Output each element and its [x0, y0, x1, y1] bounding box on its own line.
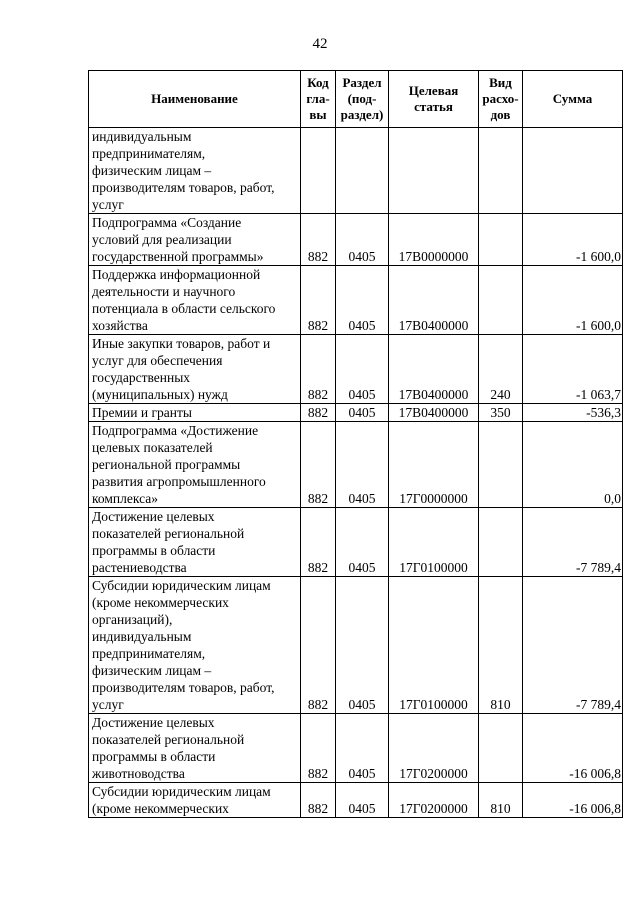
cell-name: индивидуальным предпринимателям, физическим лицам – производителям товаров, работ, услуг [89, 128, 301, 214]
cell-name: Подпрограмма «Достижение целевых показателей региональной программы развития агропромышленного комплекса» [89, 422, 301, 508]
cell-name: Премии и гранты [89, 404, 301, 422]
cell-sum: -16 006,8 [523, 714, 623, 783]
cell-expense-type [479, 214, 523, 266]
cell-chapter-code: 882 [301, 714, 336, 783]
cell-expense-type [479, 508, 523, 577]
cell-target-item: 17Г0200000 [389, 783, 479, 818]
table-row [89, 577, 623, 714]
cell-sum: -1 063,7 [523, 335, 623, 404]
table-header-row [89, 71, 623, 128]
header-sum: Сумма [523, 71, 623, 128]
cell-sum: -536,3 [523, 404, 623, 422]
cell-sum: -7 789,4 [523, 577, 623, 714]
cell-target-item: 17Г0100000 [389, 577, 479, 714]
table-row [89, 404, 623, 422]
cell-section: 0405 [336, 422, 389, 508]
cell-section: 0405 [336, 266, 389, 335]
cell-chapter-code: 882 [301, 335, 336, 404]
cell-sum [523, 128, 623, 214]
cell-section: 0405 [336, 714, 389, 783]
cell-section: 0405 [336, 508, 389, 577]
cell-chapter-code: 882 [301, 266, 336, 335]
header-name: Наименование [89, 71, 301, 128]
table-row [89, 783, 623, 818]
cell-expense-type: 810 [479, 783, 523, 818]
header-chapter-code: Код гла- вы [301, 71, 336, 128]
cell-section [336, 128, 389, 214]
cell-name: Достижение целевых показателей региональной программы в области животноводства [89, 714, 301, 783]
cell-expense-type: 350 [479, 404, 523, 422]
cell-chapter-code: 882 [301, 214, 336, 266]
cell-expense-type: 810 [479, 577, 523, 714]
cell-name: Поддержка информационной деятельности и научного потенциала в области сельского хозяйства [89, 266, 301, 335]
table-row [89, 128, 623, 214]
cell-sum: 0,0 [523, 422, 623, 508]
cell-section: 0405 [336, 783, 389, 818]
table-row [89, 422, 623, 508]
cell-target-item: 17В0000000 [389, 214, 479, 266]
cell-target-item: 17В0400000 [389, 335, 479, 404]
cell-chapter-code: 882 [301, 422, 336, 508]
cell-sum: -1 600,0 [523, 214, 623, 266]
cell-name: Субсидии юридическим лицам (кроме некоммерческих [89, 783, 301, 818]
cell-target-item [389, 128, 479, 214]
budget-table [88, 70, 623, 818]
cell-chapter-code: 882 [301, 577, 336, 714]
header-section: Раздел (под- раздел) [336, 71, 389, 128]
cell-target-item: 17Г0100000 [389, 508, 479, 577]
table-row [89, 335, 623, 404]
cell-target-item: 17Г0000000 [389, 422, 479, 508]
table-row [89, 214, 623, 266]
cell-chapter-code: 882 [301, 508, 336, 577]
header-expense-type: Вид расхо- дов [479, 71, 523, 128]
table-row [89, 266, 623, 335]
cell-target-item: 17В0400000 [389, 404, 479, 422]
cell-expense-type [479, 714, 523, 783]
cell-name: Достижение целевых показателей региональной программы в области растениеводства [89, 508, 301, 577]
cell-section: 0405 [336, 214, 389, 266]
cell-sum: -1 600,0 [523, 266, 623, 335]
cell-name: Субсидии юридическим лицам (кроме некоммерческих организаций), индивидуальным предпринимателям, физическим лицам – производителям товаров, работ, услуг [89, 577, 301, 714]
cell-section: 0405 [336, 335, 389, 404]
header-target-item: Целевая статья [389, 71, 479, 128]
cell-sum: -16 006,8 [523, 783, 623, 818]
cell-name: Иные закупки товаров, работ и услуг для обеспечения государственных (муниципальных) нужд [89, 335, 301, 404]
cell-expense-type [479, 266, 523, 335]
table-row [89, 714, 623, 783]
cell-section: 0405 [336, 577, 389, 714]
cell-chapter-code: 882 [301, 404, 336, 422]
cell-section: 0405 [336, 404, 389, 422]
cell-name: Подпрограмма «Создание условий для реализации государственной программы» [89, 214, 301, 266]
cell-chapter-code: 882 [301, 783, 336, 818]
cell-expense-type: 240 [479, 335, 523, 404]
cell-expense-type [479, 422, 523, 508]
cell-target-item: 17В0400000 [389, 266, 479, 335]
cell-target-item: 17Г0200000 [389, 714, 479, 783]
table-row [89, 508, 623, 577]
cell-sum: -7 789,4 [523, 508, 623, 577]
page-number: 42 [312, 36, 328, 52]
cell-chapter-code [301, 128, 336, 214]
cell-expense-type [479, 128, 523, 214]
